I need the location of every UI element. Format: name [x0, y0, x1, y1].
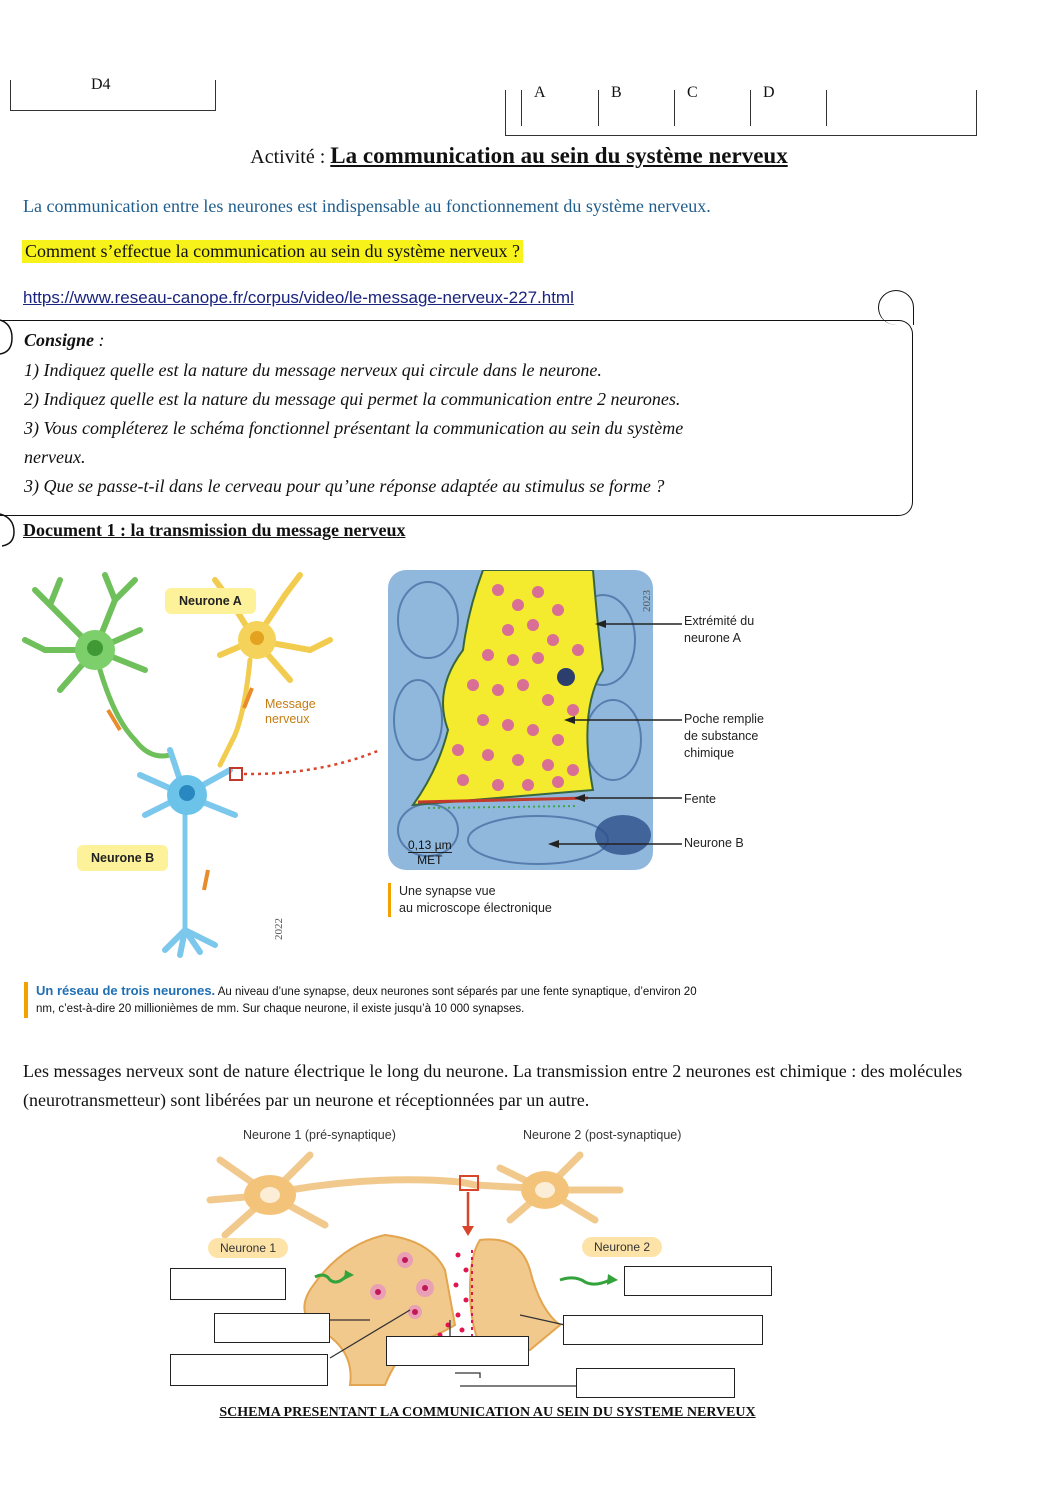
schema-neurone1-label: Neurone 1 (pré-synaptique)	[243, 1128, 396, 1142]
micrograph-pointers	[540, 610, 685, 850]
schema-pill-neurone-1: Neurone 1	[208, 1238, 288, 1258]
consigne-heading: Consigne :	[24, 330, 105, 350]
problem-question: Comment s’effectue la communication au sein du système nerveux ?	[22, 240, 523, 263]
answer-blank-3[interactable]	[214, 1313, 330, 1343]
vesicle	[512, 754, 524, 766]
grid-cell-d: D	[750, 90, 751, 126]
vesicle	[502, 719, 514, 731]
vesicle	[492, 684, 504, 696]
vesicle	[492, 584, 504, 596]
vesicle	[457, 774, 469, 786]
vesicle	[527, 619, 539, 631]
vesicle	[467, 679, 479, 691]
title-prefix: Activité :	[250, 146, 326, 168]
scale-bar: 0,13 µm MET	[408, 838, 452, 867]
answer-blank-4[interactable]	[563, 1315, 763, 1345]
schema-title: SCHEMA PRESENTANT LA COMMUNICATION AU SEIN DU SYSTEME NERVEUX	[219, 1405, 756, 1420]
page-title	[0, 143, 1038, 169]
vesicle	[512, 599, 524, 611]
label-poche: Poche remplie de substance chimique	[684, 712, 764, 760]
schema-pill-neurone-2: Neurone 2	[582, 1237, 662, 1257]
label-fente: Fente	[684, 792, 716, 806]
consigne-item-2: 2) Indiquez quelle est la nature du message qui permet la communication entre 2 neurones.	[24, 389, 681, 409]
grid-cell-c: C	[674, 90, 675, 126]
answer-blank-5[interactable]	[386, 1336, 529, 1366]
header-code: D4	[91, 76, 111, 93]
year-left: 2022	[273, 918, 285, 940]
vesicle	[452, 744, 464, 756]
consigne-item-4: 3) Que se passe-t-il dans le cerveau pour qu’une réponse adaptée au stimulus se forme ?	[24, 476, 665, 496]
vesicle	[502, 624, 514, 636]
explanation-paragraph: Les messages nerveux sont de nature électrique le long du neurone. La transmission entre 2 neurones est chimique : des molécules (neurotransmetteur) sont libérées par un neurone et réceptionnées par un autre.	[23, 1061, 963, 1110]
grid-cell-a: A	[521, 90, 522, 126]
grid-cell-b: B	[598, 90, 599, 126]
vesicle	[492, 779, 504, 791]
consigne-item-1: 1) Indiquez quelle est la nature du message nerveux qui circule dans le neurone.	[24, 360, 602, 380]
document-1-heading: Document 1 : la transmission du message nerveux	[23, 520, 406, 540]
consigne-item-3-cont: nerveux.	[24, 447, 86, 467]
schema-neurone2-label: Neurone 2 (post-synaptique)	[523, 1128, 682, 1142]
answer-grid	[505, 84, 977, 136]
figure-caption: Un réseau de trois neurones. Au niveau d’une synapse, deux neurones sont séparés par une fente synaptique, d’environ 20 nm, c’est-à-dire 20 millionièmes de mm. Sur chaque neurone, il existe jusqu’à 10 000 synapses.	[24, 982, 716, 1018]
vesicle	[482, 649, 494, 661]
vesicle	[477, 714, 489, 726]
label-neurone-b: Neurone B	[684, 836, 744, 850]
label-extremite: Extrémité du neurone A	[684, 614, 755, 645]
consigne-item-3: 3) Vous compléterez le schéma fonctionnel présentant la communication au sein du système	[24, 418, 684, 438]
vesicle	[507, 654, 519, 666]
answer-blank-2[interactable]	[624, 1266, 772, 1296]
neuron-network-illustration	[20, 560, 380, 970]
message-nerveux-label: Message nerveux	[265, 697, 316, 726]
scroll-curl-decoration	[878, 290, 914, 325]
title-main: La communication au sein du système nerveux	[330, 143, 788, 168]
video-link[interactable]: https://www.reseau-canope.fr/corpus/video/le-message-nerveux-227.html	[23, 288, 574, 307]
vesicle	[532, 586, 544, 598]
answer-blank-7[interactable]	[576, 1368, 735, 1398]
year-right: 2023	[641, 590, 653, 612]
answer-blank-1[interactable]	[170, 1268, 286, 1300]
vesicle	[517, 679, 529, 691]
header-code-box	[10, 76, 216, 111]
vesicle	[482, 749, 494, 761]
grid-cell-empty	[826, 90, 827, 126]
answer-blank-6[interactable]	[170, 1354, 328, 1386]
vesicle	[522, 779, 534, 791]
intro-text: La communication entre les neurones est indispensable au fonctionnement du système nerveux.	[23, 196, 711, 216]
neurone-a-tag: Neurone A	[165, 588, 256, 614]
neurone-b-tag: Neurone B	[77, 845, 168, 871]
micrograph-caption: Une synapse vue au microscope électronique	[388, 883, 552, 917]
vesicle	[527, 724, 539, 736]
